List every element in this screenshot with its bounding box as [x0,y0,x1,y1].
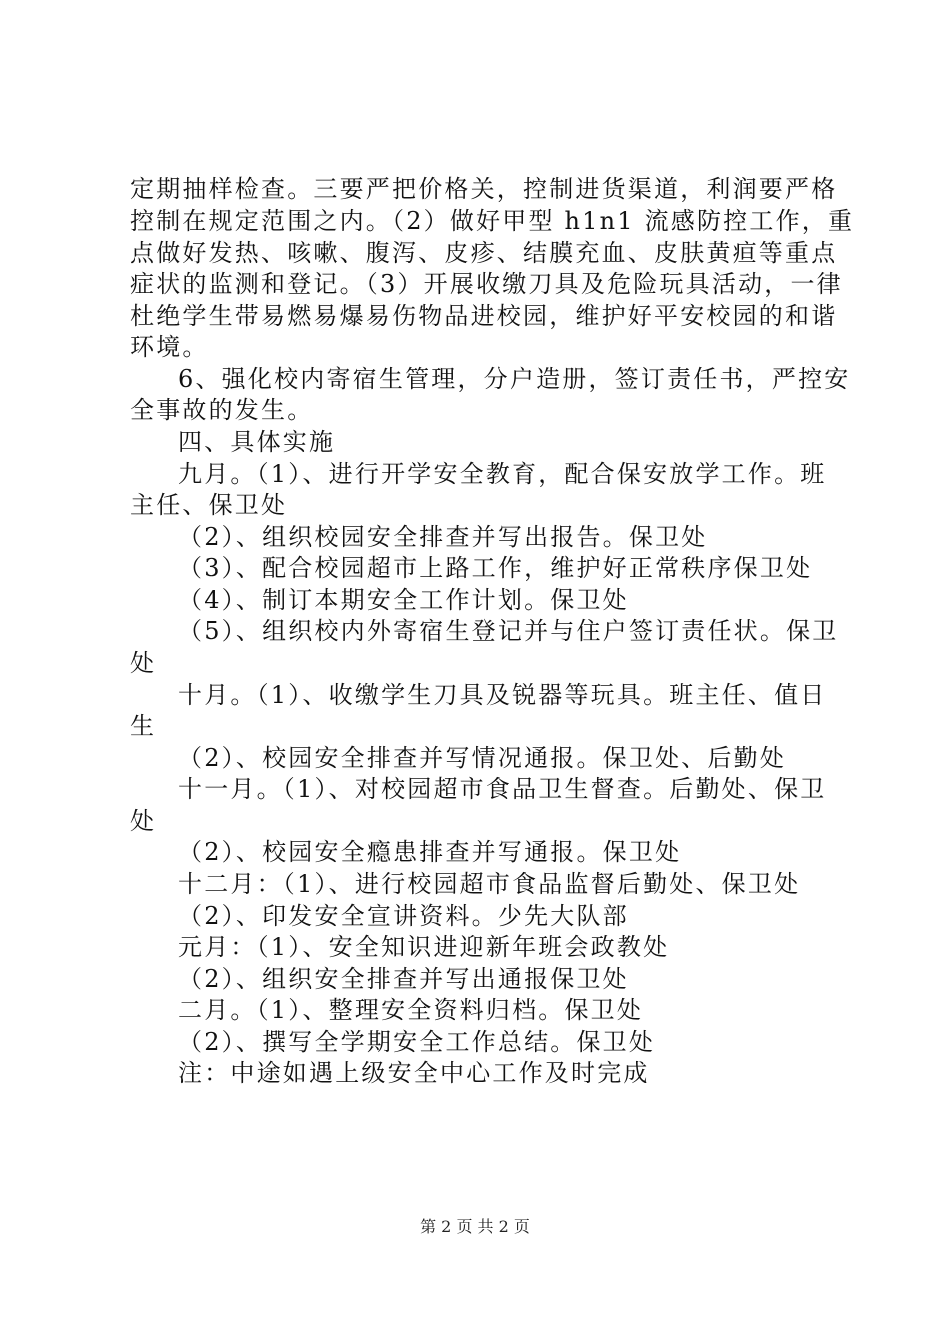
text-line: 处 [130,649,157,677]
text-line: （2）、印发安全宣讲资料。少先大队部 [178,902,629,930]
text-line: 全事故的发生。 [130,396,314,424]
page-footer: 第 2 页 共 2 页 [420,1217,530,1236]
text-line: 二月。（1）、整理安全资料归档。保卫处 [178,996,644,1024]
text-line: 杜绝学生带易燃易爆易伤物品进校园，维护好平安校园的和谐 [130,302,838,330]
text-line: 十二月：（1）、进行校园超市食品监督后勤处、保卫处 [178,870,801,898]
text-line: 生 [130,712,157,740]
text-line: （2）、组织校园安全排查并写出报告。保卫处 [178,523,708,551]
text-line: （2）、撰写全学期安全工作总结。保卫处 [178,1028,656,1056]
text-line: 定期抽样检查。三要严把价格关，控制进货渠道，利润要严格 [130,175,838,203]
text-line: 环境。 [130,333,209,361]
text-line: 元月：（1）、安全知识进迎新年班会政教处 [178,933,670,961]
text-line: 十月。（1）、收缴学生刀具及锐器等玩具。班主任、值日 [178,681,827,709]
text-line: 症状的监测和登记。（3）开展收缴刀具及危险玩具活动，一律 [130,270,843,298]
text-line: 处 [130,807,157,835]
text-line: 十一月。（1）、对校园超市食品卫生督查。后勤处、保卫 [178,775,827,803]
text-line: 九月。（1）、进行开学安全教育，配合保安放学工作。班 [178,460,827,488]
text-line: （3）、配合校园超市上路工作，维护好正常秩序保卫处 [178,554,813,582]
text-line: （2）、组织安全排查并写出通报保卫处 [178,965,629,993]
text-line: 6、强化校内寄宿生管理，分户造册，签订责任书，严控安 [178,365,851,393]
section-heading: 四、具体实施 [178,428,336,456]
text-line: （2）、校园安全排查并写情况通报。保卫处、后勤处 [178,744,787,772]
text-line: 主任、保卫处 [130,491,288,519]
text-line: 点做好发热、咳嗽、腹泻、皮疹、结膜充血、皮肤黄疸等重点 [130,239,838,267]
text-line: 控制在规定范围之内。（2）做好甲型 h1n1 流感防控工作，重 [130,207,855,235]
text-line: （4）、制订本期安全工作计划。保卫处 [178,586,629,614]
text-line: （2）、校园安全瘾患排查并写通报。保卫处 [178,838,682,866]
text-line: （5）、组织校内外寄宿生登记并与住户签订责任状。保卫 [178,617,839,645]
text-line: 注：中途如遇上级安全中心工作及时完成 [178,1059,650,1087]
